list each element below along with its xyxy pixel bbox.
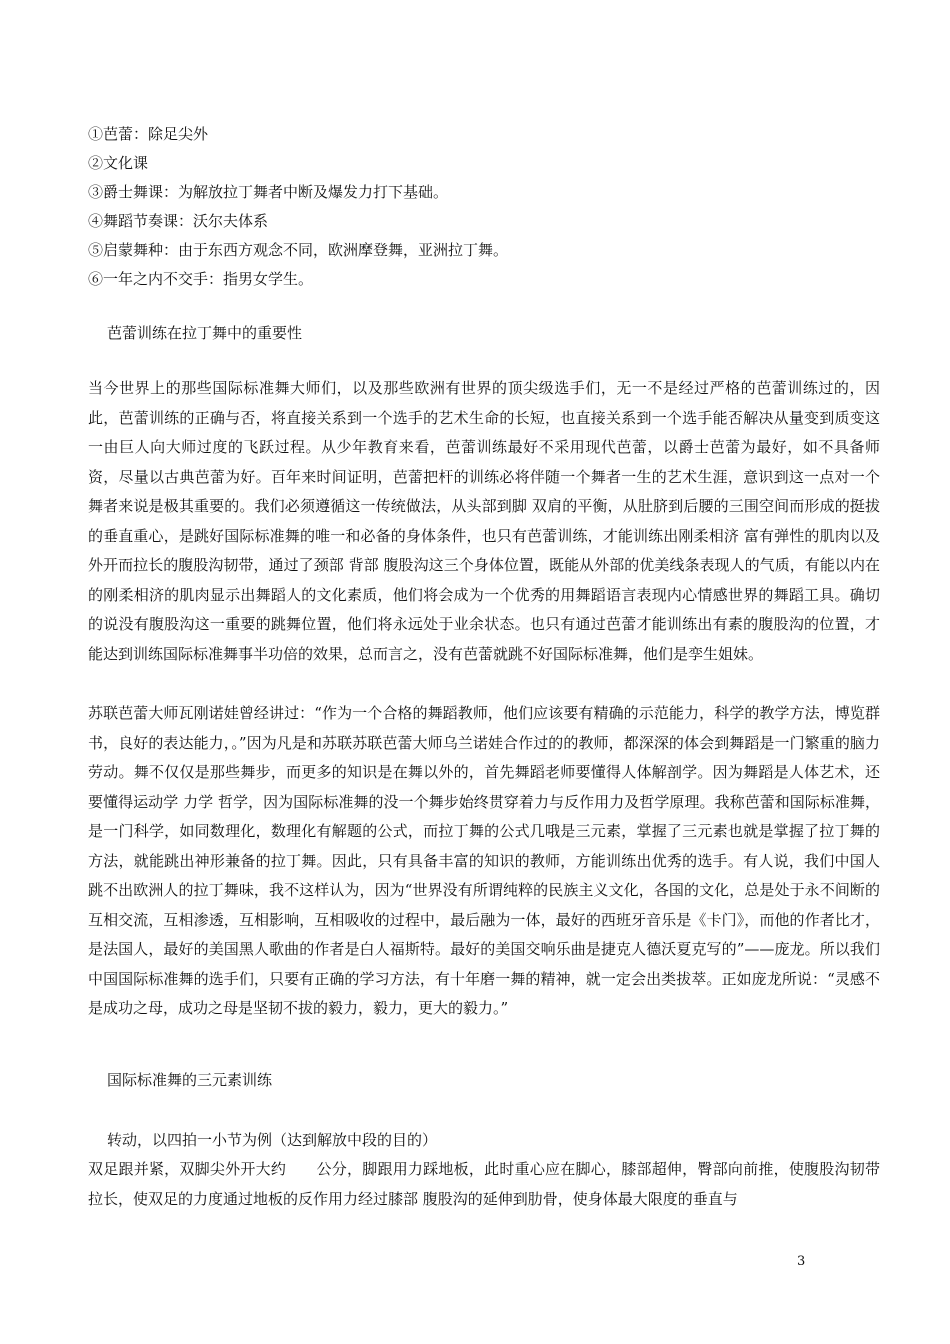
page-number: 3 — [797, 1254, 806, 1269]
list-item: ⑥一年之内不交手：指男女学生。 — [88, 270, 314, 288]
section-heading-three-elements: 国际标准舞的三元素训练 — [107, 1071, 273, 1089]
list-item: ④舞蹈节奏课：沃尔夫体系 — [88, 212, 269, 230]
paragraph-vaganova-quote: 苏联芭蕾大师瓦刚诺娃曾经讲过：“作为一个合格的舞蹈教师，他们应该要有精确的示范能力，科学的教学方法，博览群书，良好的表达能力，。”因为凡是和苏联苏联芭蕾大师乌兰诺娃合作过的的教师，都深深的体会到舞蹈是一门繁重的脑力劳动。舞不仅仅是那些舞步，而更多的知识是在舞以外的，首先舞蹈老师要懂得人体解剖学。因为舞蹈是人体艺术，还要懂得运动学 力学 哲学，因为国际标准舞的没一个舞步始终贯穿着力与反作用力及哲学原理。我称芭蕾和国际标准舞，是一门科学，如同数理化，数理化有解题的公式，而拉丁舞的公式几哦是三元素，掌握了三元素也就是掌握了拉丁舞的方法，就能跳出神形兼备的拉丁舞。因此，只有具备丰富的知识的教师，方能训练出优秀的选手。有人说，我们中国人跳不出欧洲人的拉丁舞味，我不这样认为，因为“世界没有所谓纯粹的民族主义文化，各国的文化，总是处于永不间断的互相交流，互相渗透，互相影响，互相吸收的过程中，最后融为一体，最好的西班牙音乐是《卡门》，而他的作者比才，是法国人，最好的美国黑人歌曲的作者是白人福斯特。最好的美国交响乐曲是捷克人德沃夏克写的”——庞龙。所以我们中国国际标准舞的选手们，只要有正确的学习方法，有十年磨一舞的精神，就一定会出类拔萃。正如庞龙所说：“灵感不是成功之母，成功之母是坚韧不拔的毅力，毅力，更大的毅力。” — [88, 704, 880, 1017]
list-item: ③爵士舞课：为解放拉丁舞者中断及爆发力打下基础。 — [88, 183, 449, 201]
paragraph-rotation-instructions: 双足跟并紧，双脚尖外开大约 公分，脚跟用力踩地板，此时重心应在脚心，膝部超伸，臀部向前推，使腹股沟韧带拉长，使双足的力度通过地板的反作用力经过膝部 腹股沟的延伸到肋骨，使身体最大限度的垂直与 — [88, 1160, 880, 1208]
list-item: ⑤启蒙舞种：由于东西方观念不同，欧洲摩登舞，亚洲拉丁舞。 — [88, 241, 509, 259]
list-item: ②文化课 — [88, 154, 149, 172]
section-heading-ballet: 芭蕾训练在拉丁舞中的重要性 — [107, 324, 303, 342]
course-list — [88, 120, 878, 294]
paragraph-ballet-importance: 当今世界上的那些国际标准舞大师们，以及那些欧洲有世界的顶尖级选手们，无一不是经过严格的芭蕾训练过的，因此，芭蕾训练的正确与否，将直接关系到一个选手的艺术生命的长短，也直接关系到一个选手能否解决从量变到质变这一由巨人向大师过度的飞跃过程。从少年教育来看，芭蕾训练最好不采用现代芭蕾，以爵士芭蕾为最好，如不具备师资，尽量以古典芭蕾为好。百年来时间证明，芭蕾把杆的训练必将伴随一个舞者一生的艺术生涯，意识到这一点对一个舞者来说是极其重要的。我们必须遵循这一传统做法，从头部到脚 双肩的平衡，从肚脐到后腰的三围空间而形成的挺拔的垂直重心，是跳好国际标准舞的唯一和必备的身体条件，也只有芭蕾训练，才能训练出刚柔相济 富有弹性的肌肉以及外开而拉长的腹股沟韧带，通过了颈部 背部 腹股沟这三个身体位置，既能从外部的优美线条表现人的气质，有能以内在的刚柔相济的肌肉显示出舞蹈人的文化素质，他们将会成为一个优秀的用舞蹈语言表现内心情感世界的舞蹈工具。确切的说没有腹股沟这一重要的跳舞位置，他们将永远处于业余状态。也只有通过芭蕾才能训练出有素的腹股沟的位置，才能达到训练国际标准舞事半功倍的效果，总而言之，没有芭蕾就跳不好国际标准舞，他们是孪生姐妹。 — [88, 379, 880, 663]
list-item: ①芭蕾：除足尖外 — [88, 125, 209, 143]
subheading-rotation: 转动，以四拍一小节为例（达到解放中段的目的） — [107, 1131, 438, 1149]
